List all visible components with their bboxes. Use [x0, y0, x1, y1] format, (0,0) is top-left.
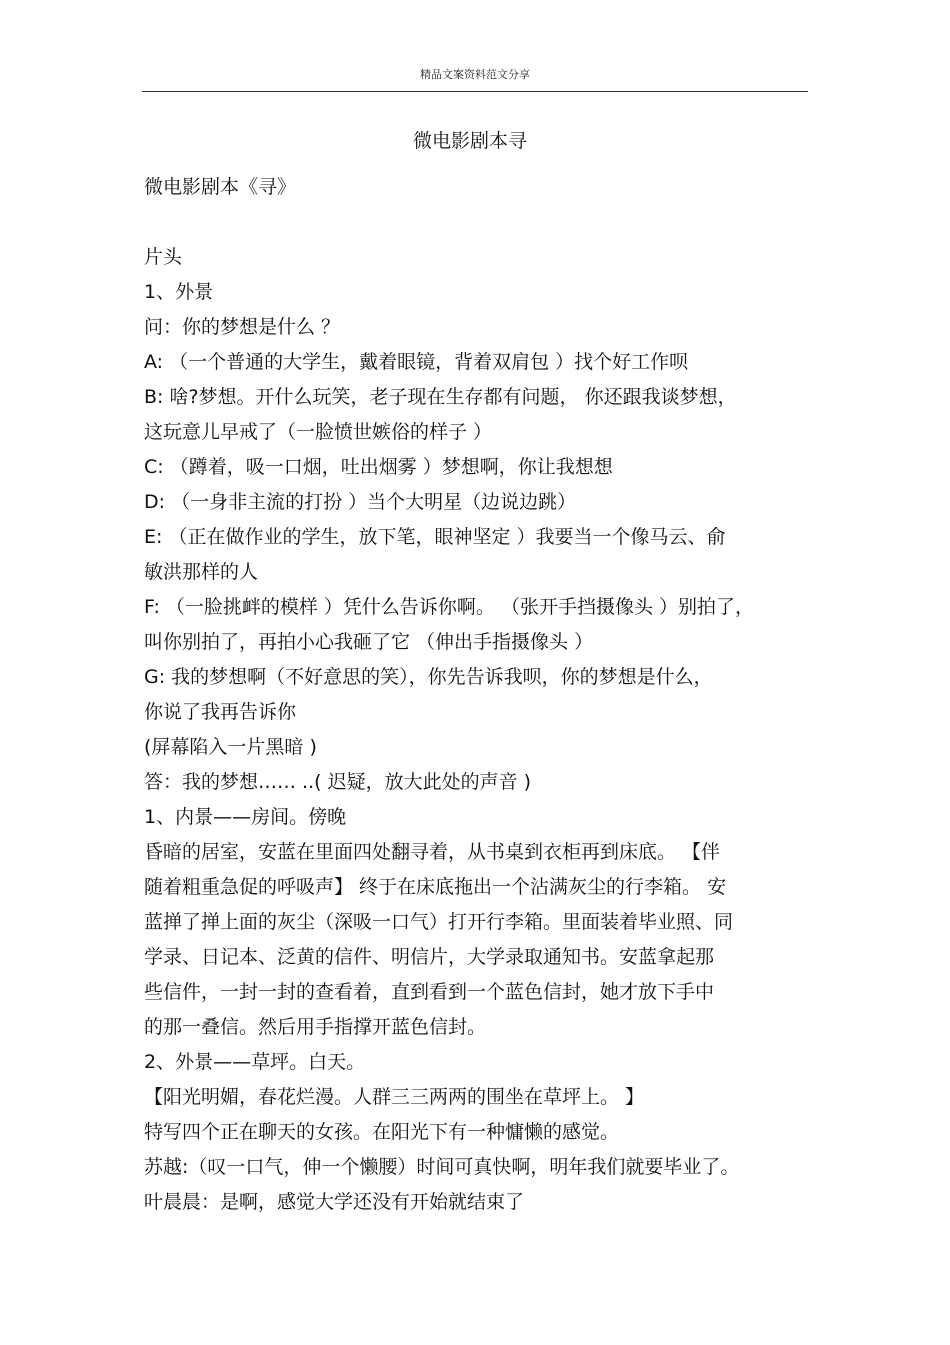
page-header: 精品文案资料范文分享 [420, 68, 530, 81]
header-divider [142, 91, 808, 92]
document-body [144, 170, 810, 1220]
stage-direction: 【阳光明媚，春花烂漫。人群三三两两的围坐在草坪上。 】 [144, 1086, 645, 1108]
narration-line: 的那一叠信。然后用手指撑开蓝色信封。 [144, 1016, 487, 1038]
dialogue-line: F: （一脸挑衅的模样 ）凭什么告诉你啊。 （张开手挡摄像头 ）别拍了， [144, 596, 755, 618]
scene-heading: 1、外景 [144, 281, 214, 303]
blank-line [144, 205, 810, 240]
dialogue-line: 叶晨晨：是啊，感觉大学还没有开始就结束了 [144, 1191, 525, 1213]
scene-heading: 2、外景——草坪。白天。 [144, 1051, 366, 1073]
dialogue-line: 苏越:（叹一口气，伸一个懒腰）时间可真快啊，明年我们就要毕业了。 [144, 1156, 740, 1178]
section-label: 片头 [144, 246, 183, 268]
script-heading: 微电影剧本《寻》 [144, 176, 297, 198]
dialogue-line: 这玩意儿早戒了（一脸愤世嫉俗的样子 ） [144, 421, 493, 443]
document-title: 微电影剧本寻 [412, 130, 527, 152]
dialogue-line: 答：我的梦想…… ..( 迟疑，放大此处的声音 ) [144, 771, 532, 793]
dialogue-line: C: （蹲着，吸一口烟，吐出烟雾 ）梦想啊，你让我想想 [144, 456, 613, 478]
narration-line: 学录、日记本、泛黄的信件、明信片，大学录取通知书。安蓝拿起那 [144, 946, 715, 968]
dialogue-line: E: （正在做作业的学生，放下笔，眼神坚定 ）我要当一个像马云、俞 [144, 526, 726, 548]
dialogue-line: 问：你的梦想是什么 ？ [144, 316, 341, 338]
narration-line: 些信件，一封一封的查看着，直到看到一个蓝色信封，她才放下手中 [144, 981, 715, 1003]
dialogue-line: A: （一个普通的大学生，戴着眼镜，背着双肩包 ）找个好工作呗 [144, 351, 689, 373]
narration-line: 蓝掸了掸上面的灰尘（深吸一口气）打开行李箱。里面装着毕业照、同 [144, 911, 734, 933]
narration-line: 昏暗的居室，安蓝在里面四处翻寻着，从书桌到衣柜再到床底。 【伴 [144, 841, 721, 863]
dialogue-line: B: 啥?梦想。开什么玩笑，老子现在生存都有问题， 你还跟我谈梦想， [144, 386, 737, 408]
scene-heading: 1、内景——房间。傍晚 [144, 806, 347, 828]
dialogue-line: G: 我的梦想啊（不好意思的笑），你先告诉我呗，你的梦想是什么， [144, 666, 713, 688]
dialogue-line: 你说了我再告诉你 [144, 701, 297, 723]
narration-line: 随着粗重急促的呼吸声】 终于在床底拖出一个沾满灰尘的行李箱。 安 [144, 876, 727, 898]
dialogue-line: 叫你别拍了，再拍小心我砸了它 （伸出手指摄像头 ） [144, 631, 594, 653]
dialogue-line: 敏洪那样的人 [144, 561, 259, 583]
narration-line: 特写四个正在聊天的女孩。在阳光下有一种慵懒的感觉。 [144, 1121, 620, 1143]
stage-direction: (屏幕陷入一片黑暗 ) [144, 736, 317, 758]
dialogue-line: D: （一身非主流的打扮 ）当个大明星（边说边跳） [144, 491, 577, 513]
